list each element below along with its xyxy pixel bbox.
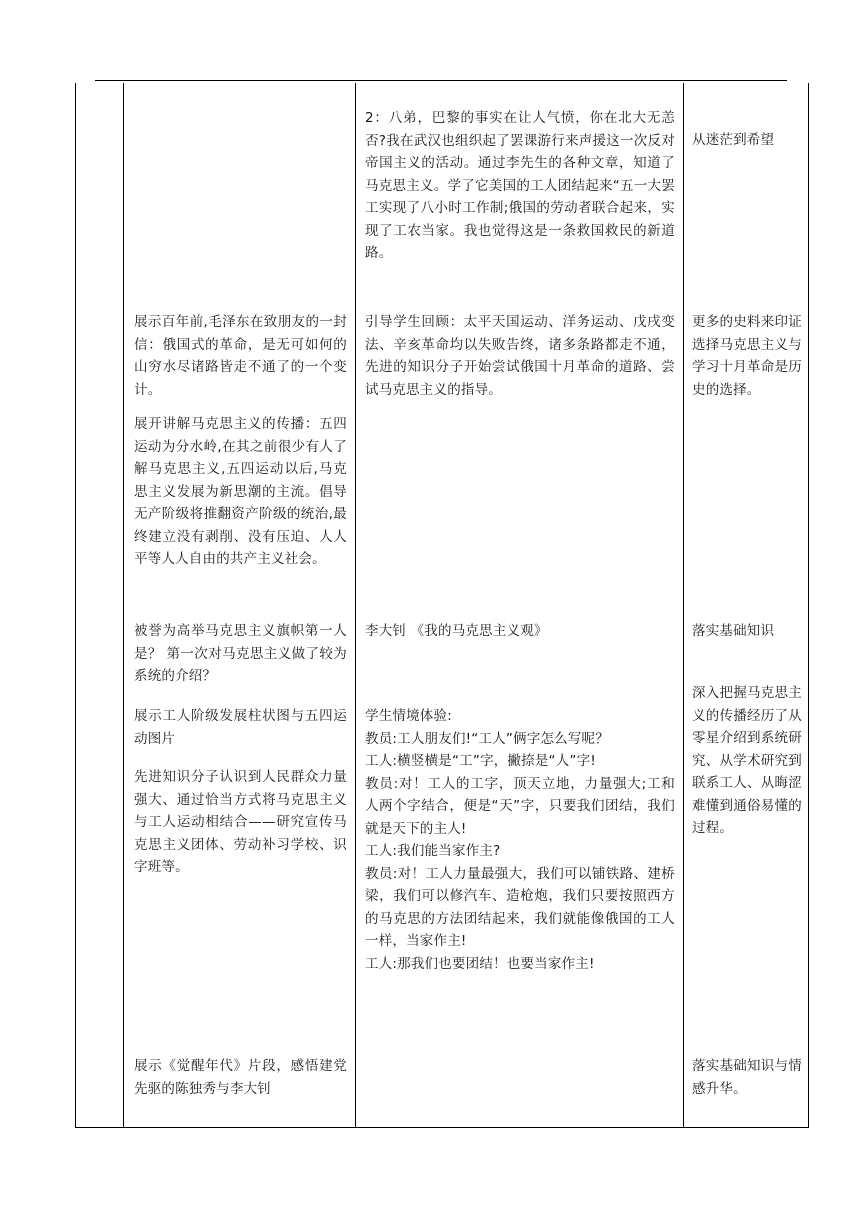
student-activity-cell — [356, 1055, 684, 1127]
teacher-activity-cell — [124, 305, 356, 620]
student-activity-cell — [356, 705, 684, 1055]
teacher-activity-text: 展示百年前,毛泽东在致朋友的一封信：俄国式的革命，是无可如何的山穷水尽诸路皆走不通了的一个变计。 — [134, 314, 347, 398]
teacher-activity-cell — [124, 1055, 356, 1127]
student-activity-text: 李大钊 《我的马克思主义观》 — [365, 623, 548, 639]
design-intent-cell — [684, 1055, 809, 1127]
design-intent-text: 更多的史料来印证选择马克思主义与学习十月革命是历史的选择。 — [692, 314, 802, 398]
student-activity-text: 引导学生回顾：太平天国运动、洋务运动、戊戌变法、辛亥革命均以失败告终，诸多条路都走不通，先进的知识分子开始尝试俄国十月革命的道路、尝试马克思主义的指导。 — [365, 314, 675, 398]
design-intent-cell — [684, 83, 809, 305]
teacher-activity-text: 展示工人阶级发展柱状图与五四运动图片 — [134, 708, 347, 747]
student-activity-text: 工人:横竖横是“工”字，撇捺是“人”字! — [365, 753, 596, 769]
stage-cell — [76, 705, 124, 1055]
student-activity-text: 教员:对！工人的工字，顶天立地，力量强大;工和人两个字结合，便是“天”字，只要我们团结，我们就是天下的主人! — [365, 775, 675, 837]
stage-cell — [76, 1055, 124, 1127]
student-activity-text: 教员:对！工人力量最强大，我们可以铺铁路、建桥梁，我们可以修汽车、造枪炮，我们只要按照西方的马克思的方法团结起来，我们就能像俄国的工人一样，当家作主! — [365, 865, 675, 949]
teacher-activity-text: 展示《觉醒年代》片段，感悟建党先驱的陈独秀与李大钊 — [134, 1058, 347, 1097]
table-row — [76, 305, 809, 620]
teacher-activity-text: 展开讲解马克思主义的传播：五四运动为分水岭,在其之前很少有人了解马克思主义,五四运动以后,马克思主义发展为新思潮的主流。倡导无产阶级将推翻资产阶级的统治,最终建立没有剥削、没有压迫、人人平等人人自由的共产主义社会。 — [134, 416, 347, 567]
design-intent-cell — [684, 685, 809, 1055]
stage-cell — [76, 305, 124, 620]
lesson-plan-table — [75, 83, 809, 1128]
teacher-activity-text: 先进知识分子认识到人民群众力量强大、通过恰当方式将马克思主义与工人运动相结合——研究宣传马克思主义团体、劳动补习学校、识字班等。 — [134, 769, 347, 875]
teacher-activity-text: 被誉为高举马克思主义旗帜第一人是？ 第一次对马克思主义做了较为系统的介绍？ — [134, 623, 347, 684]
student-activity-text: 学生情境体验: — [365, 708, 452, 724]
header-rule — [95, 80, 787, 81]
student-activity-cell — [356, 83, 684, 305]
stage-cell — [76, 83, 124, 305]
teacher-activity-cell — [124, 620, 356, 705]
table-row — [76, 705, 809, 1055]
teacher-activity-cell — [124, 83, 356, 305]
student-activity-text: 工人:我们能当家作主? — [365, 843, 501, 859]
design-intent-text: 落实基础知识与情感升华。 — [692, 1058, 802, 1097]
design-intent-text: 从迷茫到希望 — [692, 132, 775, 148]
stage-cell — [76, 620, 124, 705]
student-activity-text: 教员:工人朋友们!“工人”俩字怎么写呢？ — [365, 730, 609, 747]
student-activity-cell — [356, 620, 684, 705]
table-row — [76, 83, 809, 305]
table-row — [76, 1055, 809, 1127]
student-activity-text: 2：八弟，巴黎的事实在让人气愤，你在北大无恙否?我在武汉也组织起了罢课游行来声援这一次反对帝国主义的活动。通过李先生的各种文章，知道了马克思主义。学了它美国的工人团结起来“五一大罢工实现了八小时工作制;俄国的劳动者联合起来，实现了工农当家。我也觉得这是一条救国救民的新道路。 — [365, 110, 675, 261]
student-activity-cell — [356, 305, 684, 620]
design-intent-text: 落实基础知识 — [692, 623, 775, 639]
design-intent-cell — [684, 305, 809, 620]
teacher-activity-cell — [124, 705, 356, 1055]
design-intent-text: 深入把握马克思主义的传播经历了从零星介绍到系统研究、从学术研究到联系工人、从晦涩难懂到通俗易懂的过程。 — [692, 685, 802, 836]
student-activity-text: 工人:那我们也要团结！也要当家作主! — [365, 955, 595, 972]
